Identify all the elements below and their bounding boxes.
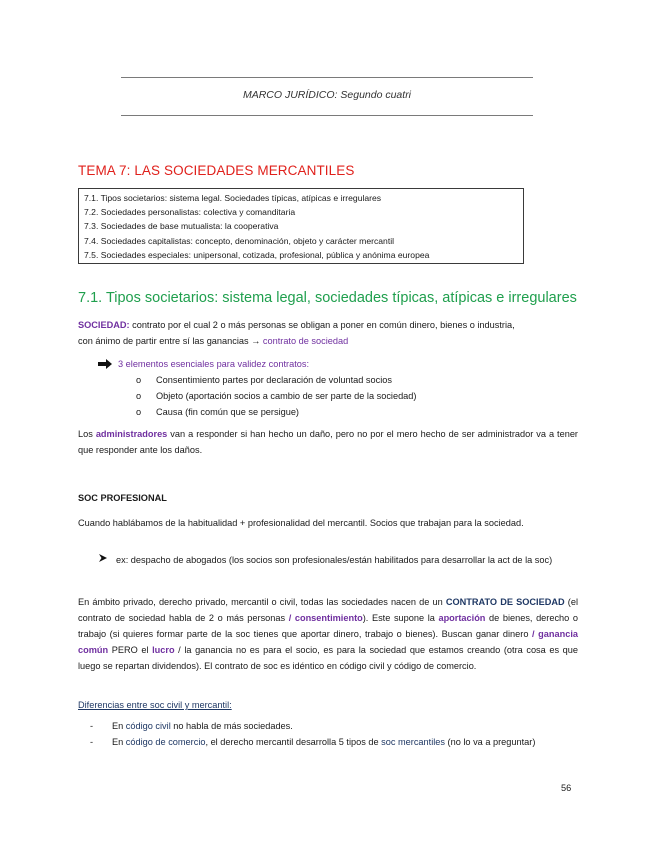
section-title: 7.1. Tipos societarios: sistema legal, sociedades típicas, atípicas e irregulares: [78, 290, 577, 306]
bullet: o: [136, 407, 142, 417]
list-item-text: En: [112, 721, 126, 731]
ambito-text: ). Este supone la: [362, 613, 439, 623]
tema-title: TEMA 7: LAS SOCIEDADES MERCANTILES: [78, 163, 355, 178]
contrato-sociedad-term: contrato de sociedad: [262, 336, 349, 346]
sociedad-term: SOCIEDAD:: [78, 320, 130, 330]
dash-bullet: -: [90, 737, 94, 747]
soc-mercantiles-term: soc mercantiles: [381, 737, 445, 747]
list-item-text: (no lo va a preguntar): [444, 737, 536, 747]
toc-item: 7.3. Sociedades de base mutualista: la cooperativa: [84, 221, 279, 232]
list-item-text: Objeto (aportación socios a cambio de ser parte de la sociedad): [156, 391, 417, 401]
header-title: MARCO JURÍDICO: Segundo cuatri: [242, 89, 412, 101]
toc-item: 7.4. Sociedades capitalistas: concepto, denominación, objeto y carácter mercantil: [84, 235, 395, 246]
consentimiento-term: consentimiento: [291, 613, 363, 623]
ambito-paragraph: [78, 594, 578, 674]
admin-paragraph: [78, 426, 578, 458]
list-item: [78, 734, 578, 750]
ambito-text: de bienes, derecho o trabajo (si quieres formar parte de la soc tienes que aportar dinero, trabajo o bienes). Buscan ganar dinero: [78, 613, 578, 639]
diferencias-list: [78, 718, 578, 750]
admin-text-pre: Los: [78, 429, 96, 439]
bullet: o: [136, 375, 142, 385]
list-item-text: , el derecho mercantil desarrolla 5 tipos de: [205, 737, 382, 747]
example-item: [98, 552, 578, 568]
soc-profesional-paragraph: Cuando hablábamos de la habitualidad + profesionalidad del mercantil. Socios que trabajan para la sociedad.: [78, 518, 524, 528]
list-item: [136, 372, 416, 388]
table-of-contents: [78, 188, 524, 264]
ambito-text: PERO el: [108, 645, 153, 655]
arrow-right-icon: [98, 359, 112, 369]
list-item-text: Consentimiento partes por declaración de voluntad socios: [156, 375, 392, 385]
slash-mark: /: [532, 629, 535, 639]
list-item: [136, 404, 416, 420]
sociedad-definition: [78, 317, 578, 349]
ambito-text: (el contrato de sociedad habla de 2 o más personas: [78, 597, 578, 623]
toc-item: 7.5. Sociedades especiales: unipersonal, cotizada, profesional, pública y anónima europea: [84, 249, 430, 260]
header-bottom-rule: [121, 115, 533, 116]
codigo-comercio-term: código de comercio: [125, 737, 206, 747]
list-item-text: no habla de más sociedades.: [170, 721, 293, 731]
diferencias-heading: Diferencias entre soc civil y mercantil:: [78, 700, 232, 710]
sociedad-text-1: contrato por el cual 2 o más personas se obligan a poner en común dinero, bienes o industria,: [129, 320, 515, 330]
page-number: 56: [561, 783, 572, 793]
sociedad-text-2: con ánimo de partir entre sí las ganancias: [78, 336, 252, 346]
lucro-term: lucro: [152, 645, 175, 655]
ambito-text: En ámbito privado, derecho privado, mercantil o civil, todas las sociedades nacen de un: [78, 597, 446, 607]
bullet: o: [136, 391, 142, 401]
list-item-text: En: [112, 737, 126, 747]
list-item: [136, 388, 416, 404]
example-text: ex: despacho de abogados (los socios son profesionales/están habilitados para desarrollar la act de la soc): [116, 555, 553, 565]
administradores-term: administradores: [95, 429, 168, 439]
toc-item: 7.1. Tipos societarios: sistema legal. Sociedades típicas, atípicas e irregulares: [84, 193, 382, 203]
elements-list: [98, 356, 416, 420]
ambito-text: / la ganancia no es para el socio, es para la sociedad que estamos creando (otra cosa es que luego se repartan dividendos). El contrato de soc es idéntico en código civil y código de comercio.: [78, 645, 578, 671]
soc-profesional-heading: SOC PROFESIONAL: [78, 493, 167, 503]
list-item: [78, 718, 578, 734]
sociedad-arrow: →: [251, 336, 261, 346]
ganancia-comun-term: ganancia común: [78, 629, 578, 655]
slash-mark: /: [288, 613, 292, 623]
admin-text-post: van a responder si han hecho un daño, pero no por el mero hecho de ser administrador va a tener que responder ante los daños.: [78, 429, 578, 455]
dash-bullet: -: [90, 721, 94, 731]
contrato-de-sociedad-term: CONTRATO DE SOCIEDAD: [445, 597, 565, 607]
list-item-text: Causa (fin común que se persigue): [156, 407, 299, 417]
codigo-civil-term: código civil: [125, 721, 171, 731]
aportacion-term: aportación: [438, 613, 486, 623]
toc-item: 7.2. Sociedades personalistas: colectiva y comanditaria: [84, 207, 296, 218]
elements-heading: 3 elementos esenciales para validez contratos:: [118, 359, 310, 369]
header-top-rule: [121, 77, 533, 78]
triangle-bullet-icon: [98, 553, 108, 563]
